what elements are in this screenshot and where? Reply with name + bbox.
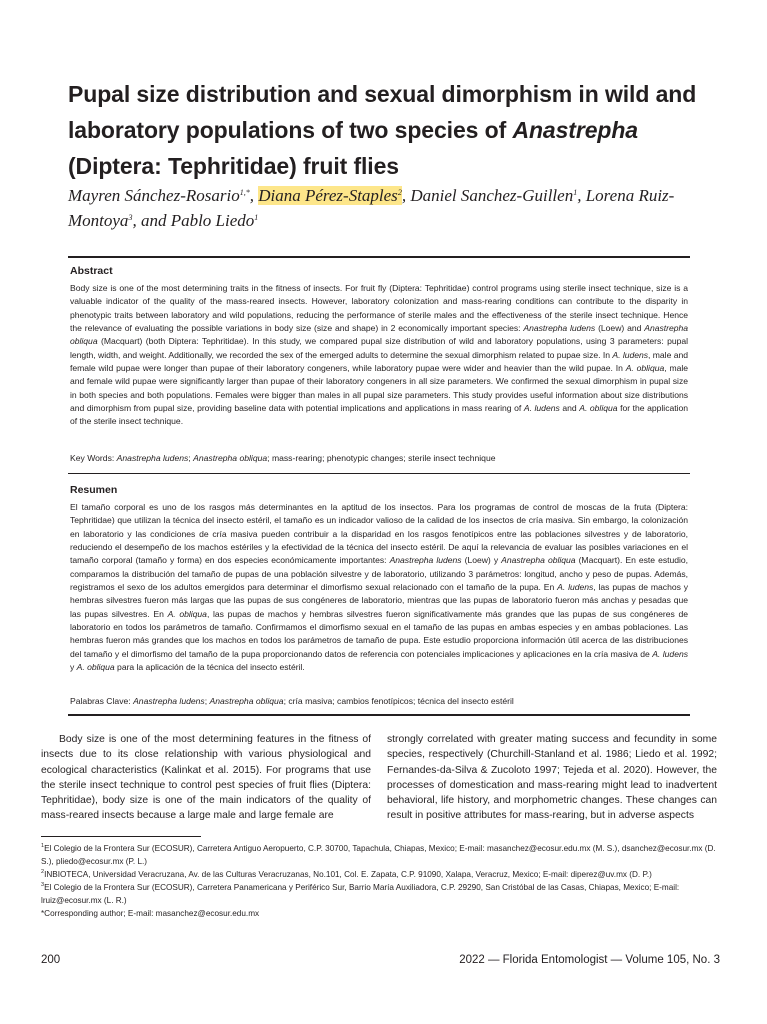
author[interactable]: Pablo Liedo$^1$	[170, 210, 259, 230]
journal-info: 2022 — Florida Entomologist — Volume 105, No. 3	[459, 954, 720, 966]
abstract-heading: Abstract	[70, 265, 113, 277]
body-column-left: Body size is one of the most determining features in the fitness of insects due to its close relationship with various physiological and ecological characteristics (Kalinkat et al. 2015). For programs that use the sterile insect technique to control pest species of fruit flies (Diptera: Tephritidae), body size is one of the main indicators of the quality of mass-reared insects because a large male and large female are	[41, 734, 371, 822]
footnote: $^3$El Colegio de la Frontera Sur (ECOSUR), Carretera Panamericana y Periférico Sur, Barrio María Auxiliadora, C.P. 29290, San Cristóbal de las Casas, Chiapas, Mexico; E-mail: lruiz@ecosur.mx (L. R.)	[41, 881, 680, 905]
body-column-right: strongly correlated with greater mating success and fecundity in some species, respectively (Churchill-Stanland et al. 1986; Liedo et al. 1992; Fernandes-da-Silva & Zucoloto 1997; Tejeda et al. 2020). However, the processes of domestication and mass-rearing might lead to inadvertent behavioral, life history, and morphometric changes. These changes can result in positive attributes for mass-rearing, but in adverse aspects	[387, 734, 717, 822]
footnote: $^1$El Colegio de la Frontera Sur (ECOSUR), Carretera Antiguo Aeropuerto, C.P. 30700, Tapachula, Chiapas, Mexico; E-mail: masanchez@ecosur.edu.mx (M. S.), dsanchez@ecosur.mx (D. S.), pliedo@ecosur.mx (P. L.)	[41, 843, 716, 866]
footnote: $^2$INBIOTECA, Universidad Veracruzana, Av. de las Culturas Veracruzanas, No.101, Col. E. Zapata, C.P. 91090, Xalapa, Veracruz, Mexico; E-mail: diperez@uv.mx (D. P.)	[41, 868, 652, 879]
footnote: *Corresponding author; E-mail: masanchez@ecosur.edu.mx	[41, 908, 260, 918]
footnote-rule	[41, 836, 201, 837]
abstract-divider	[68, 473, 690, 474]
author-list: Mayren Sánchez-Rosario$^{1,*}$, Diana Pérez-Staples$^2$, Daniel Sanchez-Guillen$^1$, Lorena Ruiz-Montoya$^3$, and Pablo Liedo$^1$	[68, 186, 675, 230]
resumen-bottom-rule	[68, 714, 690, 716]
title-text-end: (Diptera: Tephritidae) fruit flies	[68, 153, 399, 179]
author[interactable]: Mayren Sánchez-Rosario$^{1,*}$	[68, 186, 250, 205]
resumen-heading: Resumen	[70, 484, 118, 496]
article-title	[68, 76, 728, 184]
abstract-keywords: Key Words: Anastrepha ludens; Anastrepha obliqua; mass-rearing; phenotypic changes; sterile insect technique	[70, 453, 496, 463]
footnotes	[41, 843, 721, 920]
page-number: 200	[41, 954, 61, 966]
resumen-text: El tamaño corporal es uno de los rasgos más determinantes en la aptitud de los insectos. Para los programas de control de moscas de la fruta (Diptera: Tephritidae) que utilizan la técnica del insecto estéril, el tamaño es un indicador valioso de la calidad de los insectos de cría masiva. Sin embargo, la colonización en laboratorio y las condiciones de cría masiva pueden contribuir a la disparidad en los rasgos fenotípicos entre las poblaciones silvestres y de laboratorio, reduciendo el desempeño de los machos estériles y la efectividad de la técnica del insecto estéril. De aquí la relevancia de evaluar las posibles variaciones en el tamaño corporal (tamaño y forma) en dos especies económicamente importantes: Anastrepha ludens (Loew) y Anastrepha obliqua (Macquart). En este estudio, comparamos la distribución del tamaño de pupas de una población silvestre y de laboratorio, utilizando 3 parámetros: longitud, ancho y peso de pupas. Además, registramos el sexo de los adultos emergidos para determinar el dimorfismo sexual relacionado con el tamaño de la pupa. En A. ludens, las pupas de machos y hembras silvestres fueron más largas que las pupas de sus congéneres de laboratorio, mientras que las pupas de laboratorio fueron más anchas y pesadas que las pupas silvestres. En A. obliqua, las pupas de machos y hembras silvestres fueron significativamente más grandes que las pupas de sus congéneres de laboratorio en todos los parámetros de tamaño. Confirmamos el dimorfismo sexual en el tamaño de las pupas en ambas especies y en ambas poblaciones. Las hembras fueron más grandes que los machos en todos los parámetros de tamaño de pupa. Este estudio proporciona información útil acerca de las distribuciones del tamaño y el dimorfismo del tamaño de la pupa proporcionando datos de referencia con potenciales implicaciones y aplicaciones en la cría masiva de A. ludens y A. obliqua para la aplicación de la técnica del insecto estéril.	[70, 502, 689, 673]
author[interactable]: Daniel Sanchez-Guillen$^1$	[410, 186, 578, 205]
title-text: Pupal size distribution and sexual dimorphism in wild and laboratory populations of two species of	[68, 81, 697, 143]
author[interactable]: Lorena Ruiz-Montoya$^3$	[68, 186, 675, 230]
abstract-top-rule	[68, 256, 690, 258]
author-highlighted[interactable]: Diana Pérez-Staples$^2$	[258, 186, 402, 205]
abstract-text: Body size is one of the most determining traits in the fitness of insects. For fruit fly (Diptera: Tephritidae) control programs using sterile insect technique, size is a valuable indicator of the quality of the mass-reared insects. However, laboratory colonization and mass-rearing conditions can contribute to the disparity in phenotypic traits between laboratory and wild populations, reducing the performance of sterile males and the effectiveness of the sterile insect technique. Hence the relevance of evaluating the possible variations in body size (size and shape) in 2 economically important species: Anastrepha ludens (Loew) and Anastrepha obliqua (Macquart) (both Diptera: Tephritidae). In this study, we compared pupal size distribution of wild and laboratory populations, using 3 parameters: pupal length, width, and weight. Additionally, we recorded the sex of the emerged adults to determine the sexual dimorphism related to pupae size. In A. ludens, male and female wild pupae were longer than pupae of their laboratory congeners, while laboratory pupae were wider and heavier than the wild pupae. In A. obliqua, male and female wild pupae were significantly larger than pupae of their laboratory congeners in all size parameters. We confirmed the sexual dimorphism in pupal size in both species and both populations. Females were bigger than males in all pupal size parameters. This study provides useful information about size distributions and dimorphism from pupal size, providing baseline data with potential implications and applications in mass rearing of A. ludens and A. obliqua for the application of the sterile insect technique.	[70, 283, 689, 427]
resumen-keywords: Palabras Clave: Anastrepha ludens; Anastrepha obliqua; cría masiva; cambios fenotípicos; técnica del insecto estéril	[70, 696, 514, 706]
title-genus: Anastrepha	[512, 117, 638, 143]
